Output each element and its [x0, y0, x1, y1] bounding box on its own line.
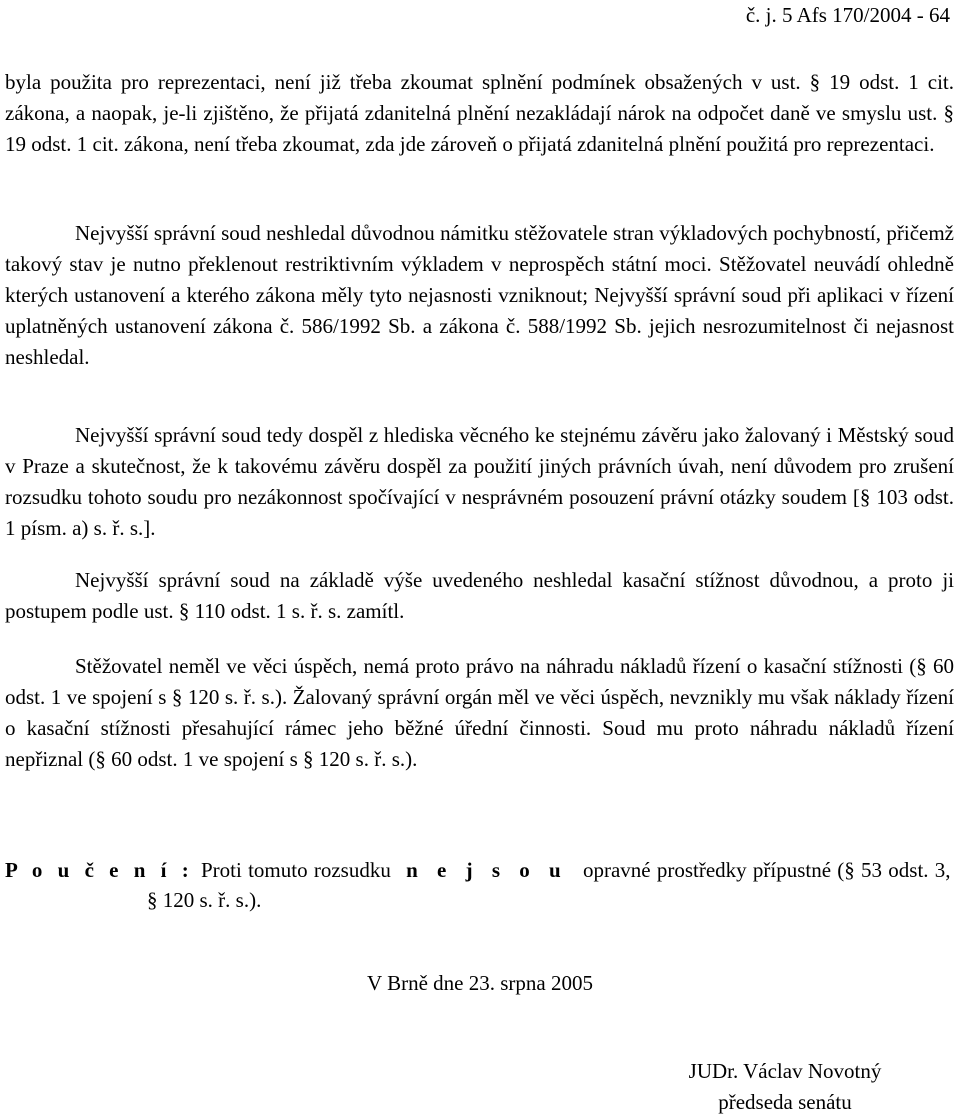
instruction-emphasis: n e j s o u: [406, 858, 568, 882]
paragraph-costs: Stěžovatel neměl ve věci úspěch, nemá proto právo na náhradu nákladů řízení o kasační stížnosti (§ 60 odst. 1 ve spojení s § 120 s. ř. s.). Žalovaný správní orgán měl ve věci úspěch, nevznikly mu však náklady řízení o kasační stížnosti přesahující rámec jeho běžné úřední činnosti. Soud mu proto náhradu nákladů řízení nepřiznal (§ 60 odst. 1 ve spojení s § 120 s. ř. s.).: [5, 654, 954, 771]
instruction-text-after: opravné prostředky přípustné (§ 53 odst. 3,: [582, 858, 951, 882]
signature-title: předseda senátu: [718, 1090, 852, 1114]
instruction-label: P o u č e n í :: [5, 858, 194, 882]
case-reference: č. j. 5 Afs 170/2004 - 64: [745, 3, 950, 27]
date-line: V Brně dne 23. srpna 2005: [367, 971, 593, 995]
paragraph-conclusion: Nejvyšší správní soud tedy dospěl z hlediska věcného ke stejnému závěru jako žalovaný i Městský soud v Praze a skutečnost, že k takovému závěru dospěl za použití jiných právních úvah, není důvodem pro zrušení rozsudku tohoto soudu pro nezákonnost spočívající v nesprávném posouzení právní otázky soudem [§ 103 odst. 1 písm. a) s. ř. s.].: [5, 423, 954, 540]
paragraph-interpretation: Nejvyšší správní soud neshledal důvodnou námitku stěžovatele stran výkladových pochybností, přičemž takový stav je nutno překlenout restriktivním výkladem v neprospěch státní moci. Stěžovatel neuvádí ohledně kterých ustanovení a kterého zákona měly tyto nejasnosti vzniknout; Nejvyšší správní soud při aplikaci v řízení uplatněných ustanovení zákona č. 586/1992 Sb. a zákona č. 588/1992 Sb. jejich nesrozumitelnost či nejasnost neshledal.: [5, 221, 954, 369]
signature-name: JUDr. Václav Novotný: [688, 1059, 882, 1083]
signature-block: [660, 1056, 910, 1118]
instruction-text-before: Proti tomuto rozsudku: [201, 858, 391, 882]
instruction-continuation: § 120 s. ř. s.).: [147, 888, 262, 912]
instruction-line: [5, 855, 954, 885]
paragraph-continuation: byla použita pro reprezentaci, není již třeba zkoumat splnění podmínek obsažených v ust. § 19 odst. 1 cit. zákona, a naopak, je-li zjištěno, že přijatá zdanitelná plnění nezakládají nárok na odpočet daně ve smyslu ust. § 19 odst. 1 cit. zákona, není třeba zkoumat, zda jde zároveň o přijatá zdanitelná plnění použitá pro reprezentaci.: [5, 70, 954, 156]
paragraph-dismissal: Nejvyšší správní soud na základě výše uvedeného neshledal kasační stížnost důvodnou, a proto ji postupem podle ust. § 110 odst. 1 s. ř. s. zamítl.: [5, 568, 954, 623]
